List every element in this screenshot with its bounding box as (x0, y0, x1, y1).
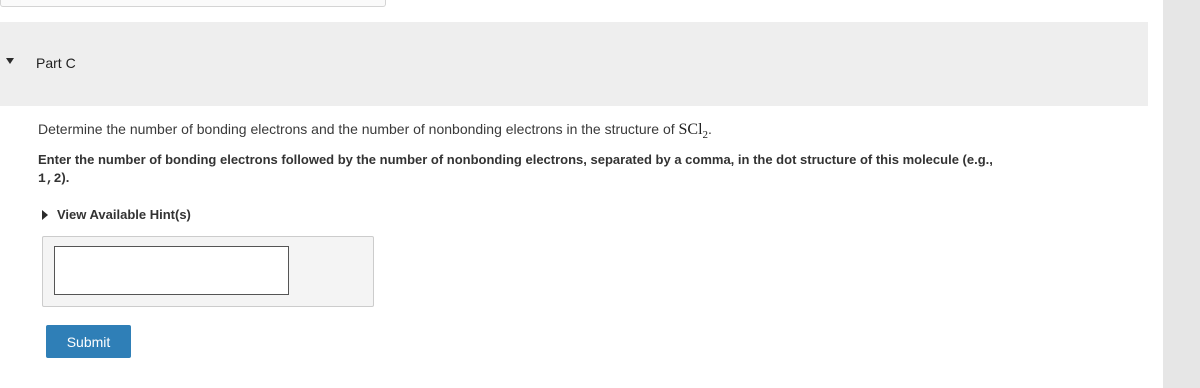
page-edge (1163, 0, 1200, 388)
instructions-end: ). (61, 170, 70, 185)
question-end: . (708, 121, 712, 137)
answer-instructions (38, 151, 1148, 188)
question-prompt: Determine the number of bonding electrons and the number of nonbonding electrons in the structure of (38, 121, 679, 137)
part-title[interactable]: Part C (36, 55, 76, 71)
question-text (38, 121, 712, 141)
formula-base: SCl (678, 121, 703, 138)
caret-down-icon[interactable] (6, 58, 14, 64)
caret-right-icon (42, 210, 48, 220)
view-hints-toggle[interactable] (42, 207, 191, 222)
part-header[interactable] (0, 22, 1148, 106)
answer-frame (42, 236, 374, 307)
previous-answer-box (0, 0, 386, 7)
instructions-text: Enter the number of bonding electrons followed by the number of nonbonding electrons, separated by a comma, in the dot structure of this molecule (e.g., (38, 152, 993, 167)
submit-button[interactable]: Submit (46, 325, 131, 358)
chemical-formula (678, 121, 709, 142)
example-format: 1,2 (38, 171, 62, 186)
formula-subscript: 2 (702, 129, 709, 142)
answer-input[interactable] (54, 246, 289, 295)
view-hints-label: View Available Hint(s) (57, 207, 191, 222)
